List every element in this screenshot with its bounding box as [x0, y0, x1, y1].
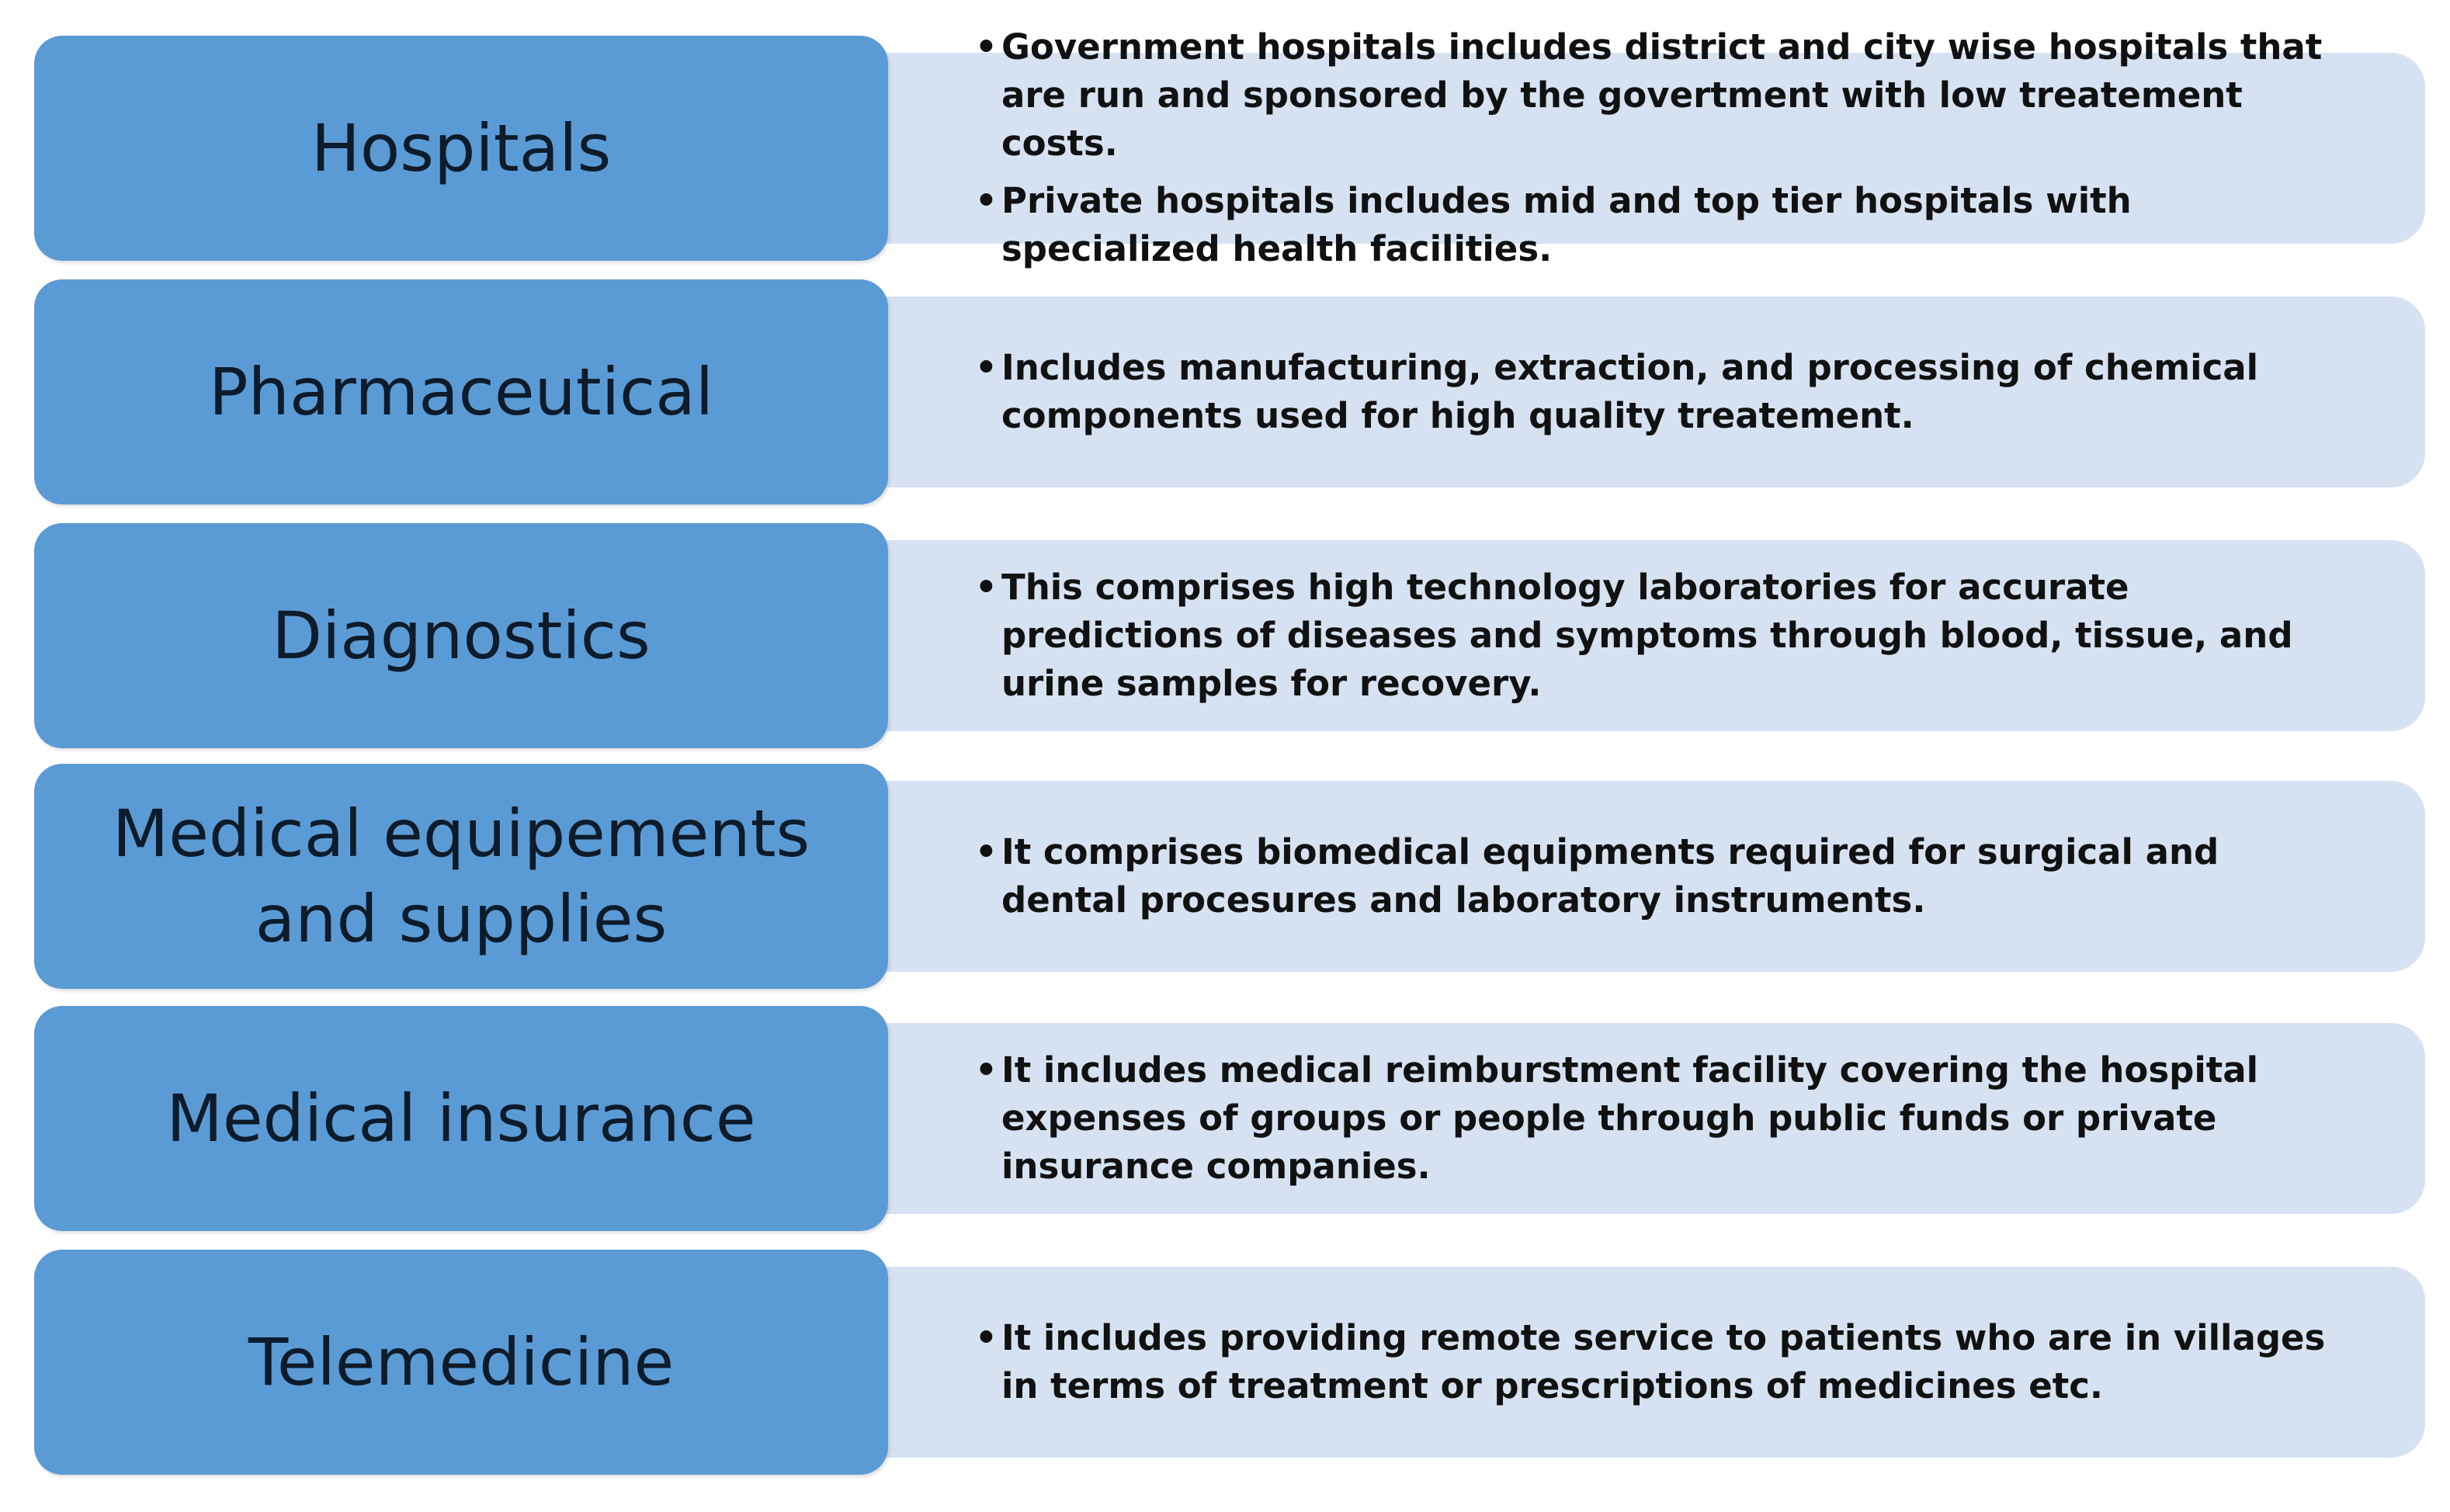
- segment-bullet: [975, 177, 2332, 273]
- bullet-dot: •: [975, 1317, 998, 1358]
- segment-category-box: [34, 1006, 888, 1231]
- segment-bullet-text: It comprises biomedical equipments required for surgical and dental procesures and laboratory instruments.: [1001, 831, 2219, 921]
- segment-bullet-text: Private hospitals includes mid and top tier hospitals with specialized health facilities.: [1001, 180, 2132, 269]
- segment-detail-box: [838, 26, 2425, 269]
- segment-bullet: [975, 828, 2332, 924]
- segment-category-label: Pharmaceutical: [208, 354, 714, 430]
- segment-bullet-text: It includes providing remote service to patients who are in villages in terms of treatment or prescriptions of medicines etc.: [1001, 1317, 2326, 1406]
- segment-row-hospitals: [0, 26, 2450, 269]
- segment-row-diagnostics: [0, 523, 2450, 748]
- segment-category-label: Hospitals: [311, 110, 612, 186]
- segment-category-box: [34, 279, 888, 505]
- segment-row-medical-insurance: [0, 1006, 2450, 1231]
- segment-bullet: [975, 344, 2332, 440]
- segment-bullet-text: This comprises high technology laboratories for accurate predictions of diseases and symptoms through blood, tissue, and urine samples for recovery.: [1001, 567, 2293, 704]
- bullet-dot: •: [975, 831, 998, 872]
- segment-row-medical-equipment: [0, 764, 2450, 989]
- segment-category-box: [34, 764, 888, 989]
- bullet-dot: •: [975, 567, 998, 608]
- segment-category-label: Medical insurance: [166, 1080, 756, 1157]
- segment-bullet-text: It includes medical reimburstment facility covering the hospital expenses of groups or people through public funds or private insurance companies.: [1001, 1049, 2259, 1187]
- segment-row-telemedicine: [0, 1250, 2450, 1475]
- segment-category-box: [34, 1250, 888, 1475]
- segment-bullet: [975, 1046, 2332, 1191]
- bullet-dot: •: [975, 347, 998, 388]
- segment-bullet-text: Government hospitals includes district and city wise hospitals that are run and sponsored by the govertment with low treatement costs.: [1001, 26, 2323, 164]
- segment-detail-box: [838, 297, 2425, 487]
- segment-bullet: [975, 23, 2332, 168]
- segment-detail-box: [838, 1023, 2425, 1214]
- segment-category-label: Diagnostics: [272, 598, 651, 674]
- segment-row-pharmaceutical: [0, 279, 2450, 505]
- bullet-dot: •: [975, 26, 998, 68]
- segment-bullet: [975, 1314, 2332, 1410]
- segment-detail-box: [838, 781, 2425, 972]
- bullet-dot: •: [975, 1049, 998, 1091]
- bullet-dot: •: [975, 180, 998, 221]
- segment-category-label: Telemedicine: [248, 1324, 675, 1400]
- segment-detail-box: [838, 540, 2425, 731]
- segment-bullet: [975, 564, 2332, 708]
- segment-category-box: [34, 523, 888, 748]
- segment-category-label: Medical equipements and supplies: [112, 796, 810, 957]
- segment-bullet-text: Includes manufacturing, extraction, and processing of chemical components used for high quality treatement.: [1001, 347, 2259, 436]
- segment-category-box: [34, 36, 888, 261]
- segment-detail-box: [838, 1267, 2425, 1458]
